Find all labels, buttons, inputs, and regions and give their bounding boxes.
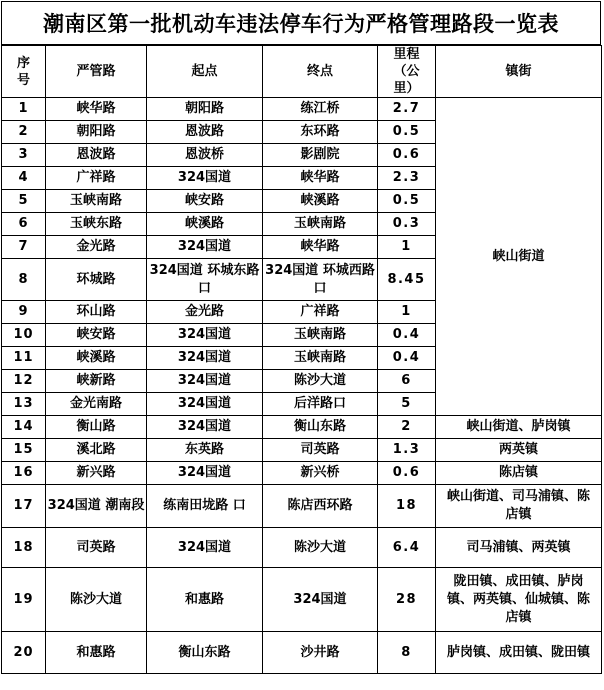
start-cell: 324国道 (147, 528, 263, 568)
row-number-cell: 14 (2, 416, 46, 439)
start-cell: 东英路 (147, 439, 263, 462)
start-cell: 324国道 (147, 462, 263, 485)
row-number-cell: 17 (2, 485, 46, 528)
end-cell: 练江桥 (263, 98, 378, 121)
distance-cell: 2.3 (378, 167, 436, 190)
row-number-cell: 19 (2, 568, 46, 632)
town-cell: 胪岗镇、成田镇、陇田镇 (436, 632, 602, 674)
distance-cell: 2 (378, 416, 436, 439)
distance-cell: 0.4 (378, 347, 436, 370)
table-row (2, 462, 602, 485)
table-row (2, 568, 602, 632)
table-row (2, 485, 602, 528)
town-cell: 峡山街道 (436, 98, 602, 416)
table-body (2, 98, 602, 674)
road-cell: 新兴路 (46, 462, 147, 485)
end-cell: 峡溪路 (263, 190, 378, 213)
end-cell: 玉峡南路 (263, 347, 378, 370)
table-row (2, 98, 602, 121)
town-cell: 陈店镇 (436, 462, 602, 485)
start-cell: 恩波桥 (147, 144, 263, 167)
start-cell: 324国道 (147, 167, 263, 190)
header-no: 序号 (2, 46, 46, 98)
start-cell: 峡安路 (147, 190, 263, 213)
end-cell: 玉峡南路 (263, 213, 378, 236)
end-cell: 陈沙大道 (263, 370, 378, 393)
start-cell: 324国道 (147, 236, 263, 259)
road-cell: 峡溪路 (46, 347, 147, 370)
row-number-cell: 4 (2, 167, 46, 190)
road-cell: 玉峡东路 (46, 213, 147, 236)
row-number-cell: 5 (2, 190, 46, 213)
town-cell: 峡山街道、司马浦镇、陈店镇 (436, 485, 602, 528)
distance-cell: 1 (378, 236, 436, 259)
distance-cell: 2.7 (378, 98, 436, 121)
town-cell: 两英镇 (436, 439, 602, 462)
start-cell: 324国道 (147, 416, 263, 439)
end-cell: 衡山东路 (263, 416, 378, 439)
row-number-cell: 10 (2, 324, 46, 347)
distance-cell: 8 (378, 632, 436, 674)
distance-cell: 0.4 (378, 324, 436, 347)
road-cell: 金光路 (46, 236, 147, 259)
distance-cell: 6 (378, 370, 436, 393)
start-cell: 衡山东路 (147, 632, 263, 674)
distance-cell: 6.4 (378, 528, 436, 568)
start-cell: 恩波路 (147, 121, 263, 144)
table-row (2, 632, 602, 674)
town-cell: 司马浦镇、两英镇 (436, 528, 602, 568)
road-cell: 峡安路 (46, 324, 147, 347)
distance-cell: 0.3 (378, 213, 436, 236)
start-cell: 峡溪路 (147, 213, 263, 236)
distance-cell: 18 (378, 485, 436, 528)
start-cell: 金光路 (147, 301, 263, 324)
road-cell: 广祥路 (46, 167, 147, 190)
row-number-cell: 16 (2, 462, 46, 485)
header-road: 严管路 (46, 46, 147, 98)
road-cell: 陈沙大道 (46, 568, 147, 632)
end-cell: 东环路 (263, 121, 378, 144)
start-cell: 朝阳路 (147, 98, 263, 121)
road-cell: 朝阳路 (46, 121, 147, 144)
road-cell: 324国道 潮南段 (46, 485, 147, 528)
table-row (2, 528, 602, 568)
row-number-cell: 8 (2, 259, 46, 301)
end-cell: 沙井路 (263, 632, 378, 674)
row-number-cell: 13 (2, 393, 46, 416)
end-cell: 峡华路 (263, 236, 378, 259)
end-cell: 玉峡南路 (263, 324, 378, 347)
road-cell: 玉峡南路 (46, 190, 147, 213)
road-cell: 环城路 (46, 259, 147, 301)
header-end: 终点 (263, 46, 378, 98)
end-cell: 陈店西环路 (263, 485, 378, 528)
table-row (2, 439, 602, 462)
road-cell: 衡山路 (46, 416, 147, 439)
row-number-cell: 6 (2, 213, 46, 236)
road-cell: 环山路 (46, 301, 147, 324)
row-number-cell: 1 (2, 98, 46, 121)
row-number-cell: 3 (2, 144, 46, 167)
end-cell: 后洋路口 (263, 393, 378, 416)
start-cell: 324国道 (147, 324, 263, 347)
header-row (2, 46, 602, 98)
distance-cell: 28 (378, 568, 436, 632)
distance-cell: 1.3 (378, 439, 436, 462)
road-cell: 恩波路 (46, 144, 147, 167)
road-cell: 峡新路 (46, 370, 147, 393)
start-cell: 324国道 (147, 393, 263, 416)
end-cell: 324国道 (263, 568, 378, 632)
distance-cell: 8.45 (378, 259, 436, 301)
distance-cell: 1 (378, 301, 436, 324)
road-cell: 溪北路 (46, 439, 147, 462)
distance-cell: 0.6 (378, 144, 436, 167)
road-cell: 司英路 (46, 528, 147, 568)
distance-cell: 0.5 (378, 190, 436, 213)
distance-cell: 0.6 (378, 462, 436, 485)
end-cell: 324国道 环城西路口 (263, 259, 378, 301)
start-cell: 324国道 (147, 370, 263, 393)
row-number-cell: 9 (2, 301, 46, 324)
end-cell: 峡华路 (263, 167, 378, 190)
town-cell: 陇田镇、成田镇、胪岗镇、两英镇、仙城镇、陈店镇 (436, 568, 602, 632)
header-town: 镇街 (436, 46, 602, 98)
row-number-cell: 15 (2, 439, 46, 462)
row-number-cell: 18 (2, 528, 46, 568)
end-cell: 陈沙大道 (263, 528, 378, 568)
end-cell: 新兴桥 (263, 462, 378, 485)
distance-cell: 0.5 (378, 121, 436, 144)
table-row (2, 416, 602, 439)
start-cell: 324国道 环城东路口 (147, 259, 263, 301)
row-number-cell: 20 (2, 632, 46, 674)
town-cell: 峡山街道、胪岗镇 (436, 416, 602, 439)
start-cell: 练南田垅路 口 (147, 485, 263, 528)
start-cell: 324国道 (147, 347, 263, 370)
header-distance: 里程（公里） (378, 46, 436, 98)
distance-cell: 5 (378, 393, 436, 416)
end-cell: 司英路 (263, 439, 378, 462)
row-number-cell: 7 (2, 236, 46, 259)
table-title: 潮南区第一批机动车违法停车行为严格管理路段一览表 (1, 1, 601, 45)
road-table (1, 45, 602, 674)
row-number-cell: 12 (2, 370, 46, 393)
end-cell: 影剧院 (263, 144, 378, 167)
road-cell: 峡华路 (46, 98, 147, 121)
start-cell: 和惠路 (147, 568, 263, 632)
road-cell: 金光南路 (46, 393, 147, 416)
row-number-cell: 2 (2, 121, 46, 144)
end-cell: 广祥路 (263, 301, 378, 324)
row-number-cell: 11 (2, 347, 46, 370)
road-cell: 和惠路 (46, 632, 147, 674)
header-start: 起点 (147, 46, 263, 98)
